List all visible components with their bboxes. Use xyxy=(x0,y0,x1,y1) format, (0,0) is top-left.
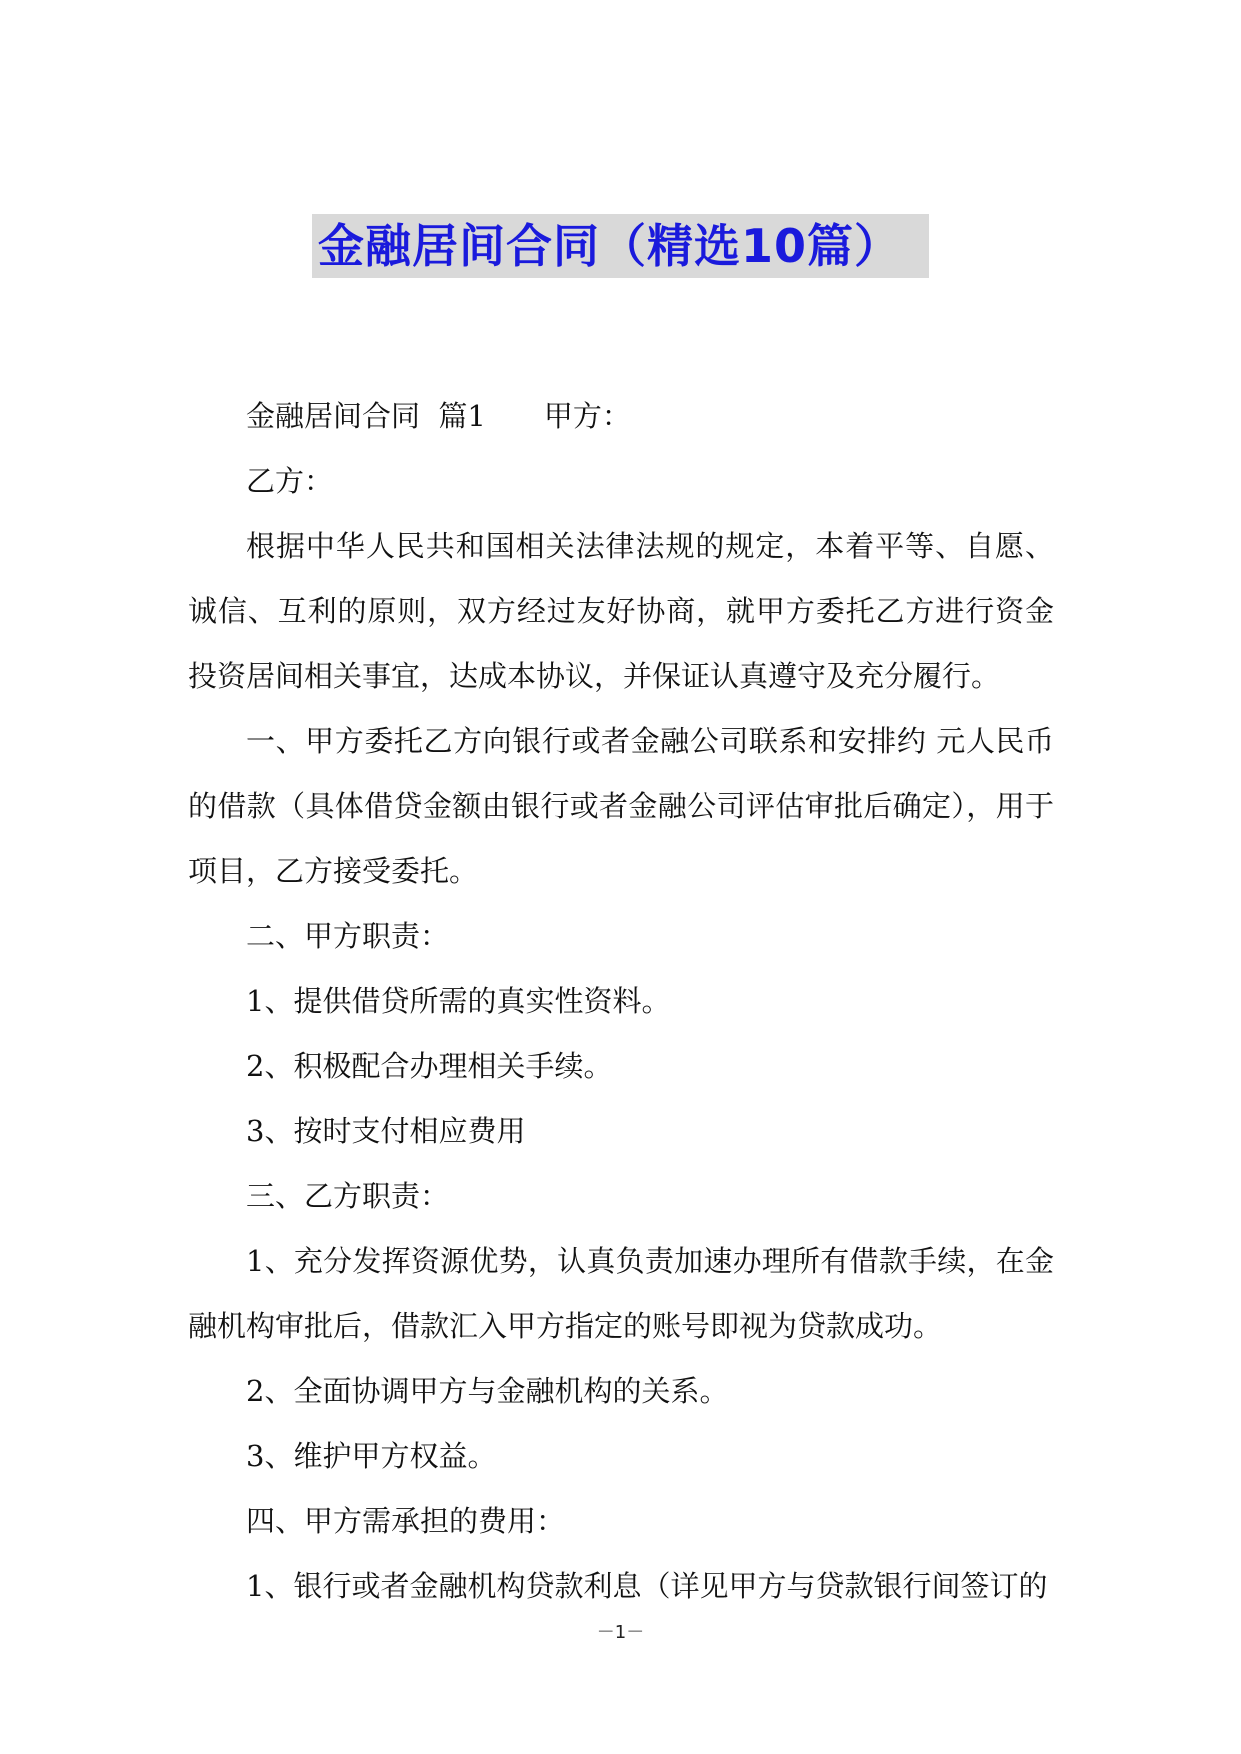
document-body xyxy=(188,384,1054,1619)
paragraph-8: 三、乙方职责： xyxy=(246,1179,450,1213)
paragraph-11: 3、维护甲方权益。 xyxy=(246,1439,497,1473)
page-number: －1－ xyxy=(596,1622,645,1643)
paragraph-13: 1、银行或者金融机构贷款利息（详见甲方与贷款银行间签订的 xyxy=(246,1569,1048,1603)
chapter-label: 金融居间合同 篇1 xyxy=(246,399,486,433)
paragraph-2: 根据中华人民共和国相关法律法规的规定，本着平等、自愿、诚信、互利的原则，双方经过友好协商，就甲方委托乙方进行资金投资居间相关事宜，达成本协议，并保证认真遵守及充分履行。 xyxy=(188,529,1054,693)
title-container xyxy=(0,214,1241,278)
paragraph-1: 乙方： xyxy=(246,464,334,498)
paragraph-6: 2、积极配合办理相关手续。 xyxy=(246,1049,613,1083)
paragraph-9: 1、充分发挥资源优势，认真负责加速办理所有借款手续，在金融机构审批后，借款汇入甲方指定的账号即视为贷款成功。 xyxy=(188,1244,1054,1343)
paragraph-7: 3、按时支付相应费用 xyxy=(246,1114,526,1148)
party-a-label: 甲方： xyxy=(543,399,631,433)
paragraph-12: 四、甲方需承担的费用： xyxy=(246,1504,566,1538)
header-line xyxy=(188,384,1054,449)
paragraph-5: 1、提供借贷所需的真实性资料。 xyxy=(246,984,671,1018)
document-title: 金融居间合同（精选10篇） xyxy=(312,214,929,278)
paragraph-4: 二、甲方职责： xyxy=(246,919,450,953)
paragraph-3: 一、甲方委托乙方向银行或者金融公司联系和安排约 元人民币的借款（具体借贷金额由银行或者金融公司评估审批后确定），用于项目，乙方接受委托。 xyxy=(188,724,1054,888)
paragraph-10: 2、全面协调甲方与金融机构的关系。 xyxy=(246,1374,729,1408)
